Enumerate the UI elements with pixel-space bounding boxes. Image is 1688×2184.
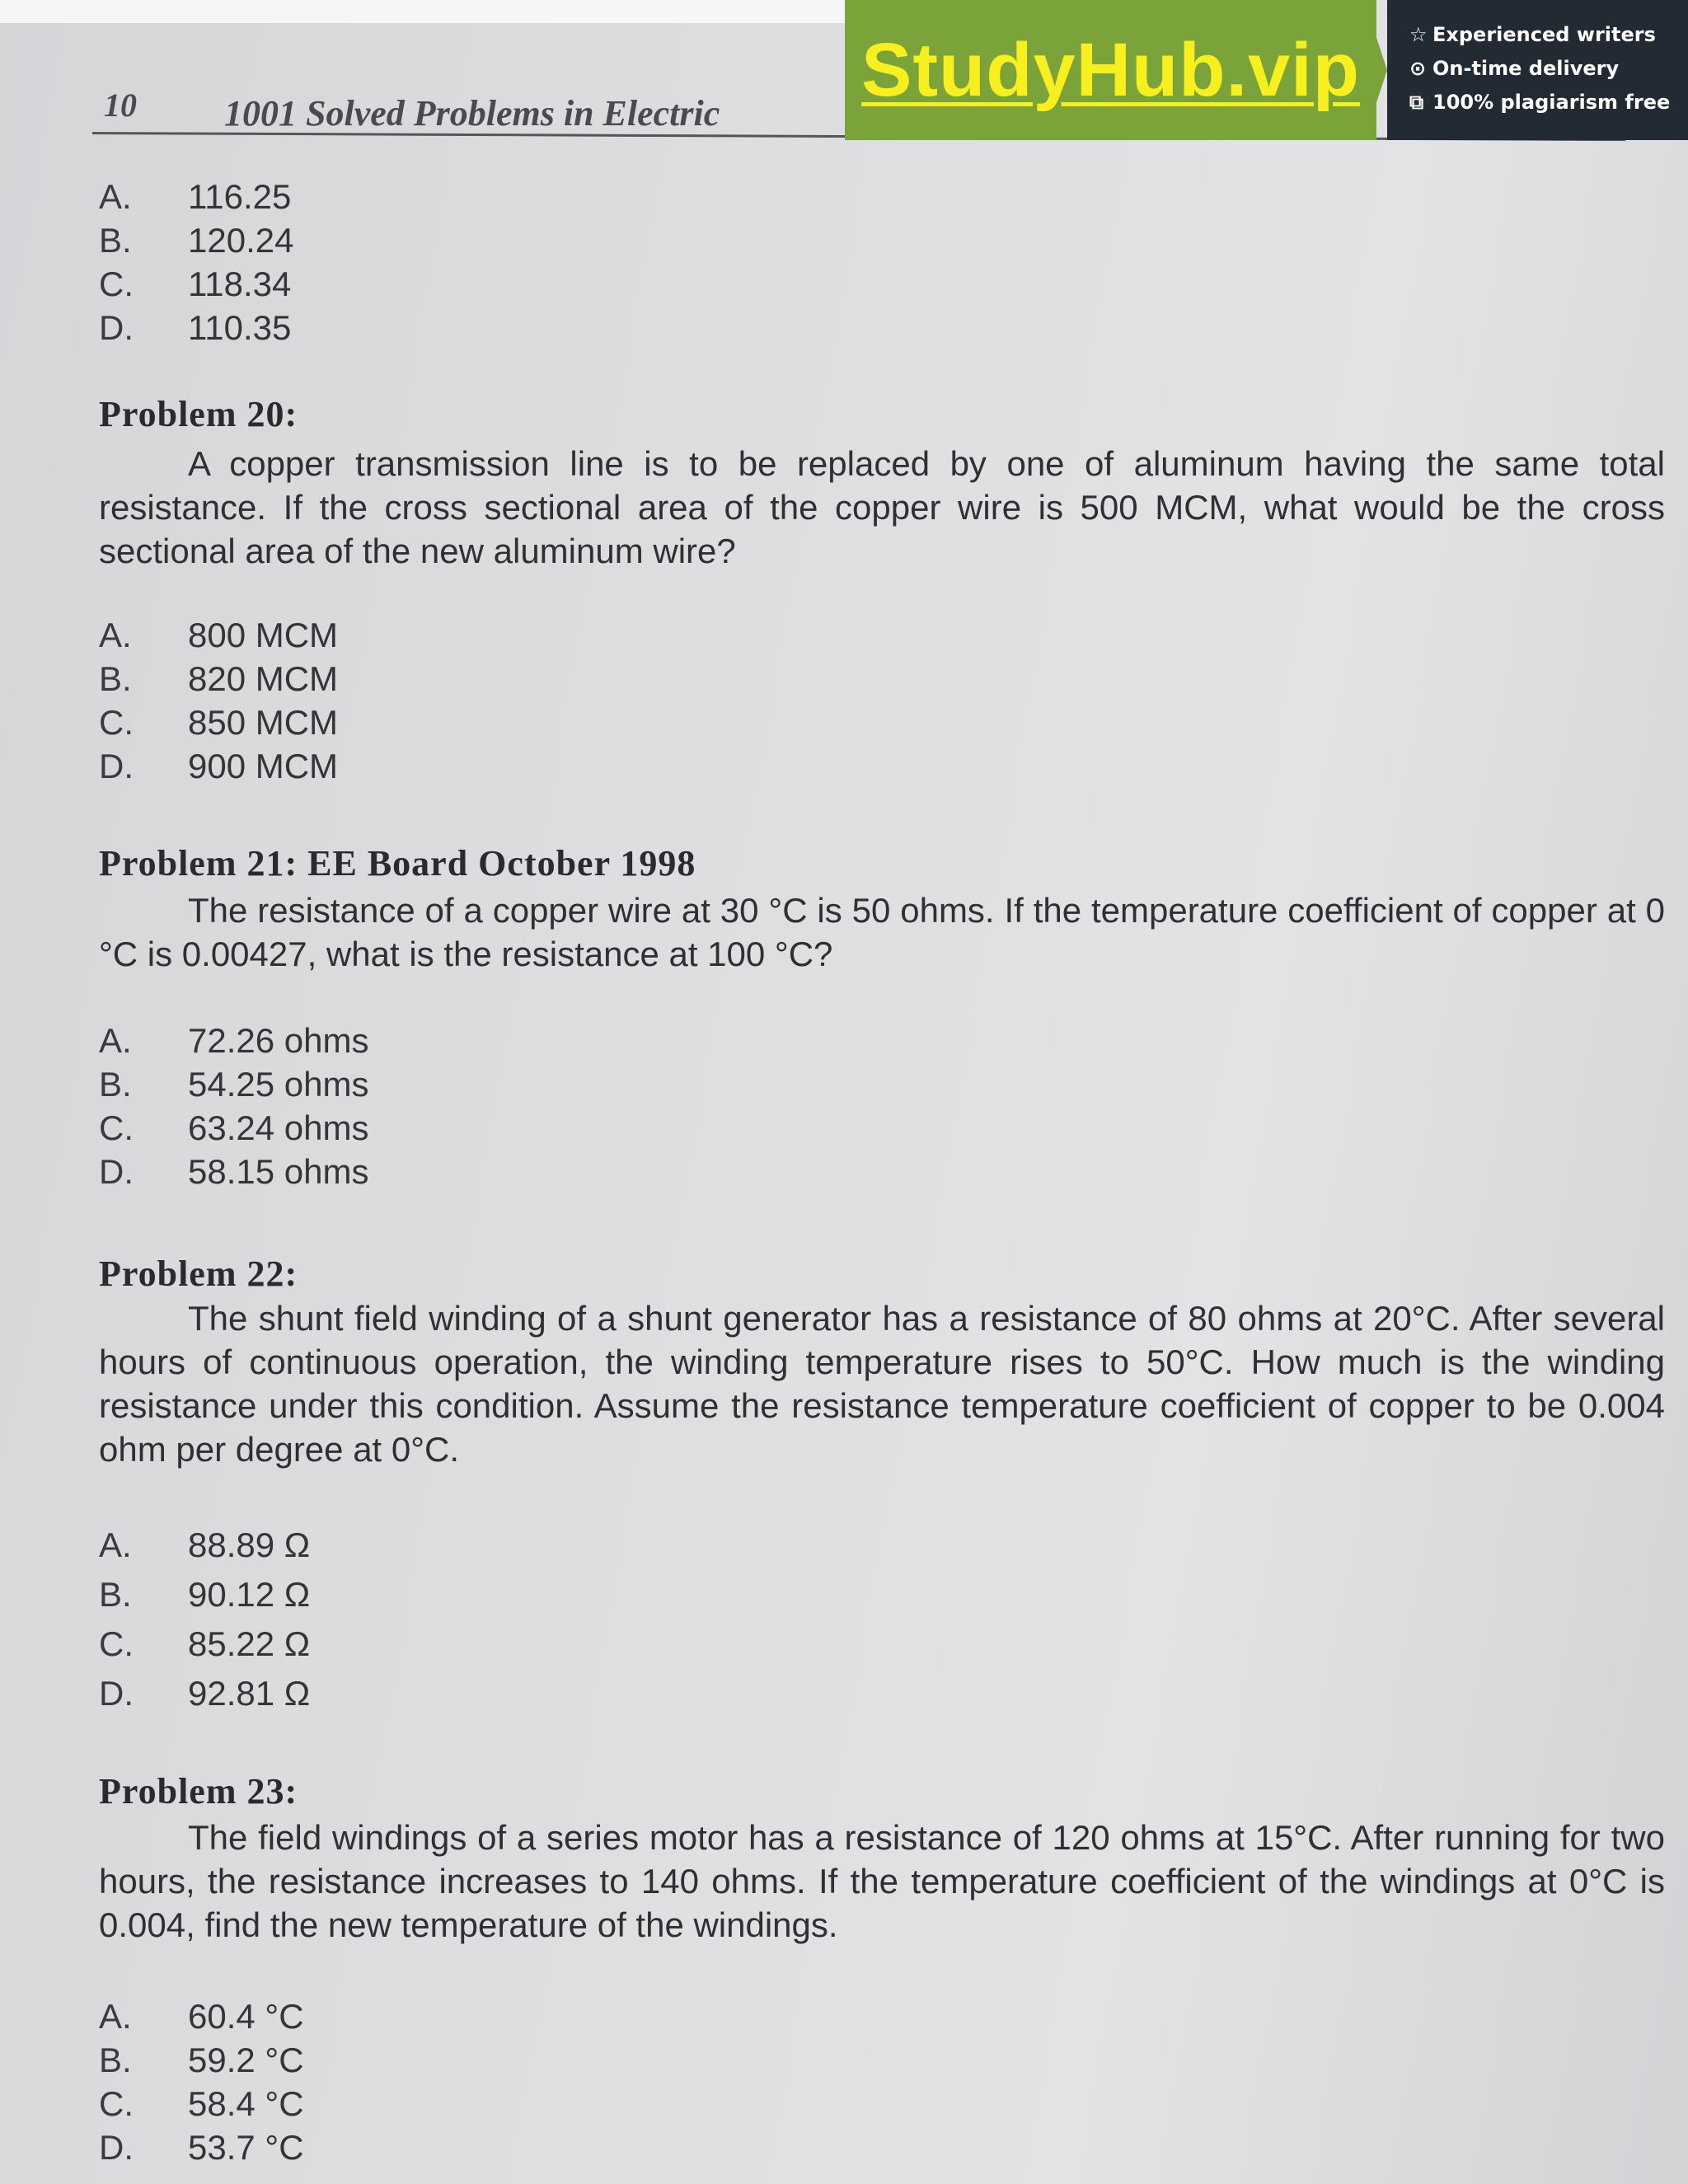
- choice-letter: A.: [99, 1526, 132, 1564]
- choice-row: [99, 262, 293, 306]
- choice-row: [99, 218, 293, 262]
- choice-row: [99, 657, 338, 701]
- problem-22-heading: Problem 22:: [99, 1254, 298, 1294]
- choice-value: 72.26 ohms: [188, 1021, 369, 1060]
- problem-20-text: A copper transmission line is to be replaced by one of aluminum having the same total resistance. If the cross sectional area of the copper wire is 500 MCM, what would be the cross sectional area of the new aluminum wire?: [99, 444, 1665, 570]
- problem-23-heading: Problem 23:: [99, 1771, 298, 1811]
- choice-letter: A.: [99, 1021, 132, 1060]
- choice-letter: C.: [99, 1624, 134, 1663]
- problem-22-choices: [99, 1523, 310, 1721]
- choice-row: [99, 1994, 304, 2038]
- studyhub-banner-link[interactable]: [845, 0, 1376, 140]
- choice-row: [99, 1622, 310, 1671]
- choice-row: [99, 701, 338, 744]
- choice-value: 92.81 Ω: [188, 1674, 311, 1713]
- choice-value: 88.89 Ω: [188, 1526, 311, 1564]
- choice-row: [99, 1019, 368, 1062]
- choice-row: [99, 2125, 304, 2169]
- choice-value: 118.34: [188, 265, 292, 303]
- choice-letter: B.: [99, 1575, 132, 1614]
- choice-row: [99, 1062, 368, 1106]
- choice-row: [99, 1106, 368, 1150]
- book-title: 1001 Solved Problems in Electric: [224, 93, 720, 134]
- choice-value: 820 MCM: [188, 659, 339, 698]
- choice-letter: B.: [99, 659, 132, 698]
- choice-value: 58.15 ohms: [188, 1152, 369, 1191]
- choice-row: [99, 744, 338, 788]
- choice-value: 800 MCM: [188, 616, 339, 654]
- page-number: 10: [104, 87, 137, 124]
- choice-value: 53.7 °C: [188, 2128, 304, 2167]
- feature-experienced-writers: [1409, 23, 1656, 46]
- feature-label: 100% plagiarism free: [1432, 91, 1671, 114]
- choice-value: 85.22 Ω: [188, 1624, 311, 1663]
- choice-value: 120.24: [188, 221, 294, 260]
- choice-value: 116.25: [188, 177, 292, 216]
- choice-value: 58.4 °C: [188, 2084, 304, 2123]
- feature-label: On-time delivery: [1432, 57, 1620, 80]
- choice-letter: A.: [99, 177, 132, 216]
- choice-row: [99, 1572, 310, 1622]
- choice-row: [99, 175, 293, 218]
- problem-22-text: The shunt field winding of a shunt generator has a resistance of 80 ohms at 20°C. After several hours of continuous operation, the winding temperature rises to 50°C. How much is the winding resistance under this condition. Assume the resistance temperature coefficient of copper to be 0.004 ohm per degree at 0°C.: [99, 1299, 1665, 1469]
- choice-letter: B.: [99, 221, 132, 260]
- feature-plagiarism-free: [1409, 91, 1670, 114]
- choice-value: 60.4 °C: [188, 1997, 304, 2036]
- choice-value: 63.24 ohms: [188, 1108, 369, 1147]
- choice-row: [99, 1671, 310, 1721]
- clock-icon: ⊙: [1409, 57, 1427, 80]
- studyhub-logo: StudyHub.vip: [861, 27, 1360, 112]
- choice-letter: C.: [99, 1108, 134, 1147]
- problem-20-choices: [99, 613, 338, 788]
- choice-letter: A.: [99, 616, 132, 654]
- choice-letter: D.: [99, 747, 134, 785]
- choice-row: [99, 2082, 304, 2125]
- choice-letter: A.: [99, 1997, 132, 2036]
- problem-21-text: The resistance of a copper wire at 30 °C is 50 ohms. If the temperature coefficient of copper at 0 °C is 0.00427, what is the resistance at 100 °C?: [99, 891, 1665, 973]
- problem-23-text: The field windings of a series motor has a resistance of 120 ohms at 15°C. After running for two hours, the resistance increases to 140 ohms. If the temperature coefficient of the windings at 0°C is 0.004, find the new temperature of the windings.: [99, 1818, 1665, 1944]
- problem-20-heading: Problem 20:: [99, 394, 298, 434]
- problem-23-choices: [99, 1994, 304, 2169]
- star-outline-icon: ☆: [1409, 23, 1428, 46]
- choice-value: 900 MCM: [188, 747, 339, 785]
- problem-21-choices: [99, 1019, 368, 1193]
- choice-row: [99, 613, 338, 657]
- choice-value: 850 MCM: [188, 703, 339, 742]
- problem-21-heading: Problem 21: EE Board October 1998: [99, 843, 696, 883]
- choice-letter: D.: [99, 2128, 134, 2167]
- choice-row: [99, 1150, 368, 1193]
- choice-letter: D.: [99, 1152, 134, 1191]
- choice-row: [99, 306, 293, 349]
- choice-letter: D.: [99, 1674, 134, 1713]
- choice-value: 110.35: [188, 308, 292, 347]
- feature-label: Experienced writers: [1432, 23, 1656, 46]
- choice-letter: D.: [99, 308, 134, 347]
- choice-letter: C.: [99, 2084, 134, 2123]
- problem-19-choices: [99, 175, 293, 349]
- choice-row: [99, 2038, 304, 2082]
- choice-value: 59.2 °C: [188, 2041, 304, 2079]
- choice-value: 54.25 ohms: [188, 1065, 369, 1104]
- page-top-edge: [0, 0, 845, 23]
- feature-on-time-delivery: [1409, 57, 1619, 80]
- choice-row: [99, 1523, 310, 1572]
- choice-letter: B.: [99, 1065, 132, 1104]
- banner-arrow: [1364, 0, 1387, 140]
- copy-icon: ⧉: [1409, 91, 1424, 114]
- choice-letter: B.: [99, 2041, 132, 2079]
- choice-letter: C.: [99, 265, 134, 303]
- choice-value: 90.12 Ω: [188, 1575, 311, 1614]
- choice-letter: C.: [99, 703, 134, 742]
